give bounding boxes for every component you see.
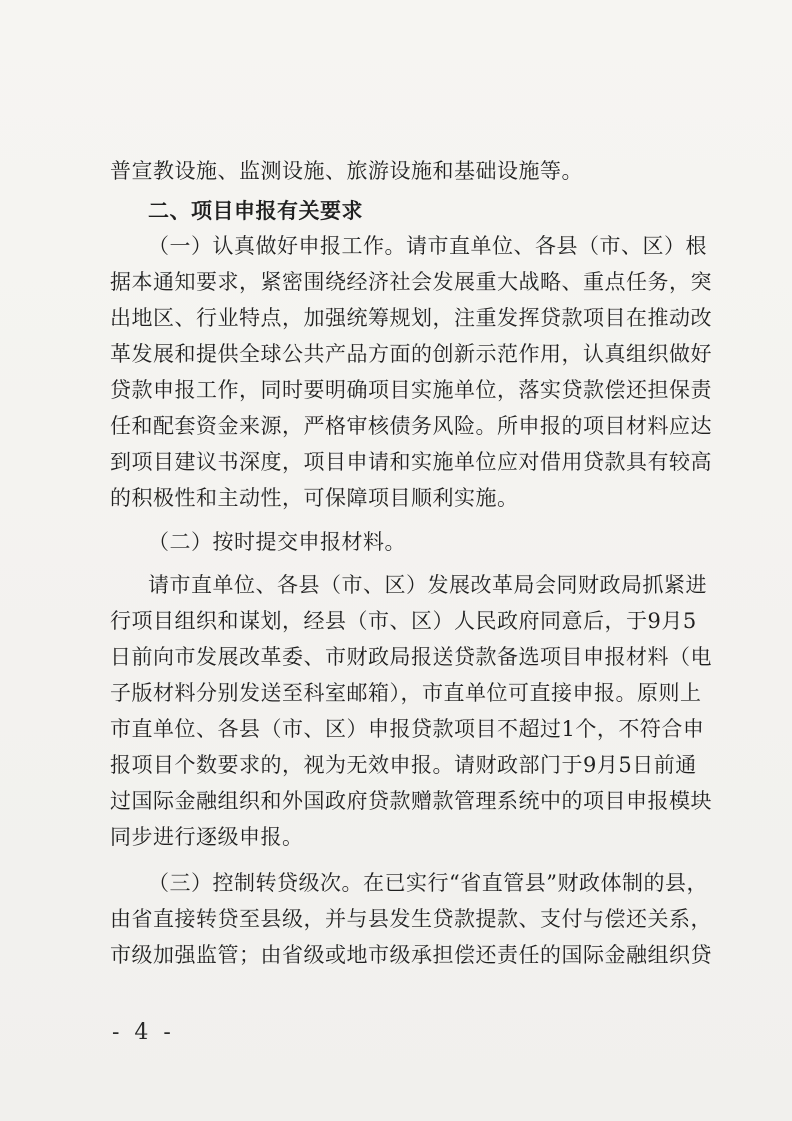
text-line-10: 的积极性和主动性，可保障项目顺利实施。 [110,486,519,510]
text-line-22: 市级加强监管；由省级或地市级承担偿还责任的国际金融组织贷 [110,943,712,967]
text-line-17: 报项目个数要求的，视为无效申报。请财政部门于9月5日前通 [110,753,697,777]
text-line-13: 行项目组织和谋划，经县（市、区）人民政府同意后，于9月5 [110,609,697,633]
text-line-14: 日前向市发展改革委、市财政局报送贷款备选项目申报材料（电 [110,645,712,669]
text-line-16: 市直单位、各县（市、区）申报贷款项目不超过1个，不符合申 [110,717,705,741]
text-line-6: 革发展和提供全球公共产品方面的创新示范作用，认真组织做好 [110,342,712,366]
text-line-3: （一）认真做好申报工作。请市直单位、各县（市、区）根 [148,234,707,258]
page-number: - 4 - [112,1020,175,1045]
text-line-15: 子版材料分别发送至科室邮箱），市直单位可直接申报。原则上 [110,681,702,705]
text-line-9: 到项目建议书深度，项目申请和实施单位应对借用贷款具有较高 [110,450,712,474]
subheading-3: （三）控制转贷级次。在已实行“省直管县”财政体制的县， [148,871,708,895]
text-line-1: 普宣教设施、监测设施、旅游设施和基础设施等。 [110,159,583,183]
text-line-18: 过国际金融组织和外国政府贷款赠款管理系统中的项目申报模块 [110,789,712,813]
text-line-4: 据本通知要求，紧密围绕经济社会发展重大战略、重点任务，突 [110,270,712,294]
text-line-8: 任和配套资金来源，严格审核债务风险。所申报的项目材料应达 [110,414,712,438]
subheading-2: （二）按时提交申报材料。 [148,530,406,554]
text-line-7: 贷款申报工作，同时要明确项目实施单位，落实贷款偿还担保责 [110,378,712,402]
section-heading-2: 二、项目申报有关要求 [148,199,363,223]
text-line-12: 请市直单位、各县（市、区）发展改革局会同财政局抓紧进 [148,573,707,597]
text-line-5: 出地区、行业特点，加强统筹规划，注重发挥贷款项目在推动改 [110,306,712,330]
text-line-19: 同步进行逐级申报。 [110,825,304,849]
text-line-21: 由省直接转贷至县级，并与县发生贷款提款、支付与偿还关系， [110,907,712,931]
